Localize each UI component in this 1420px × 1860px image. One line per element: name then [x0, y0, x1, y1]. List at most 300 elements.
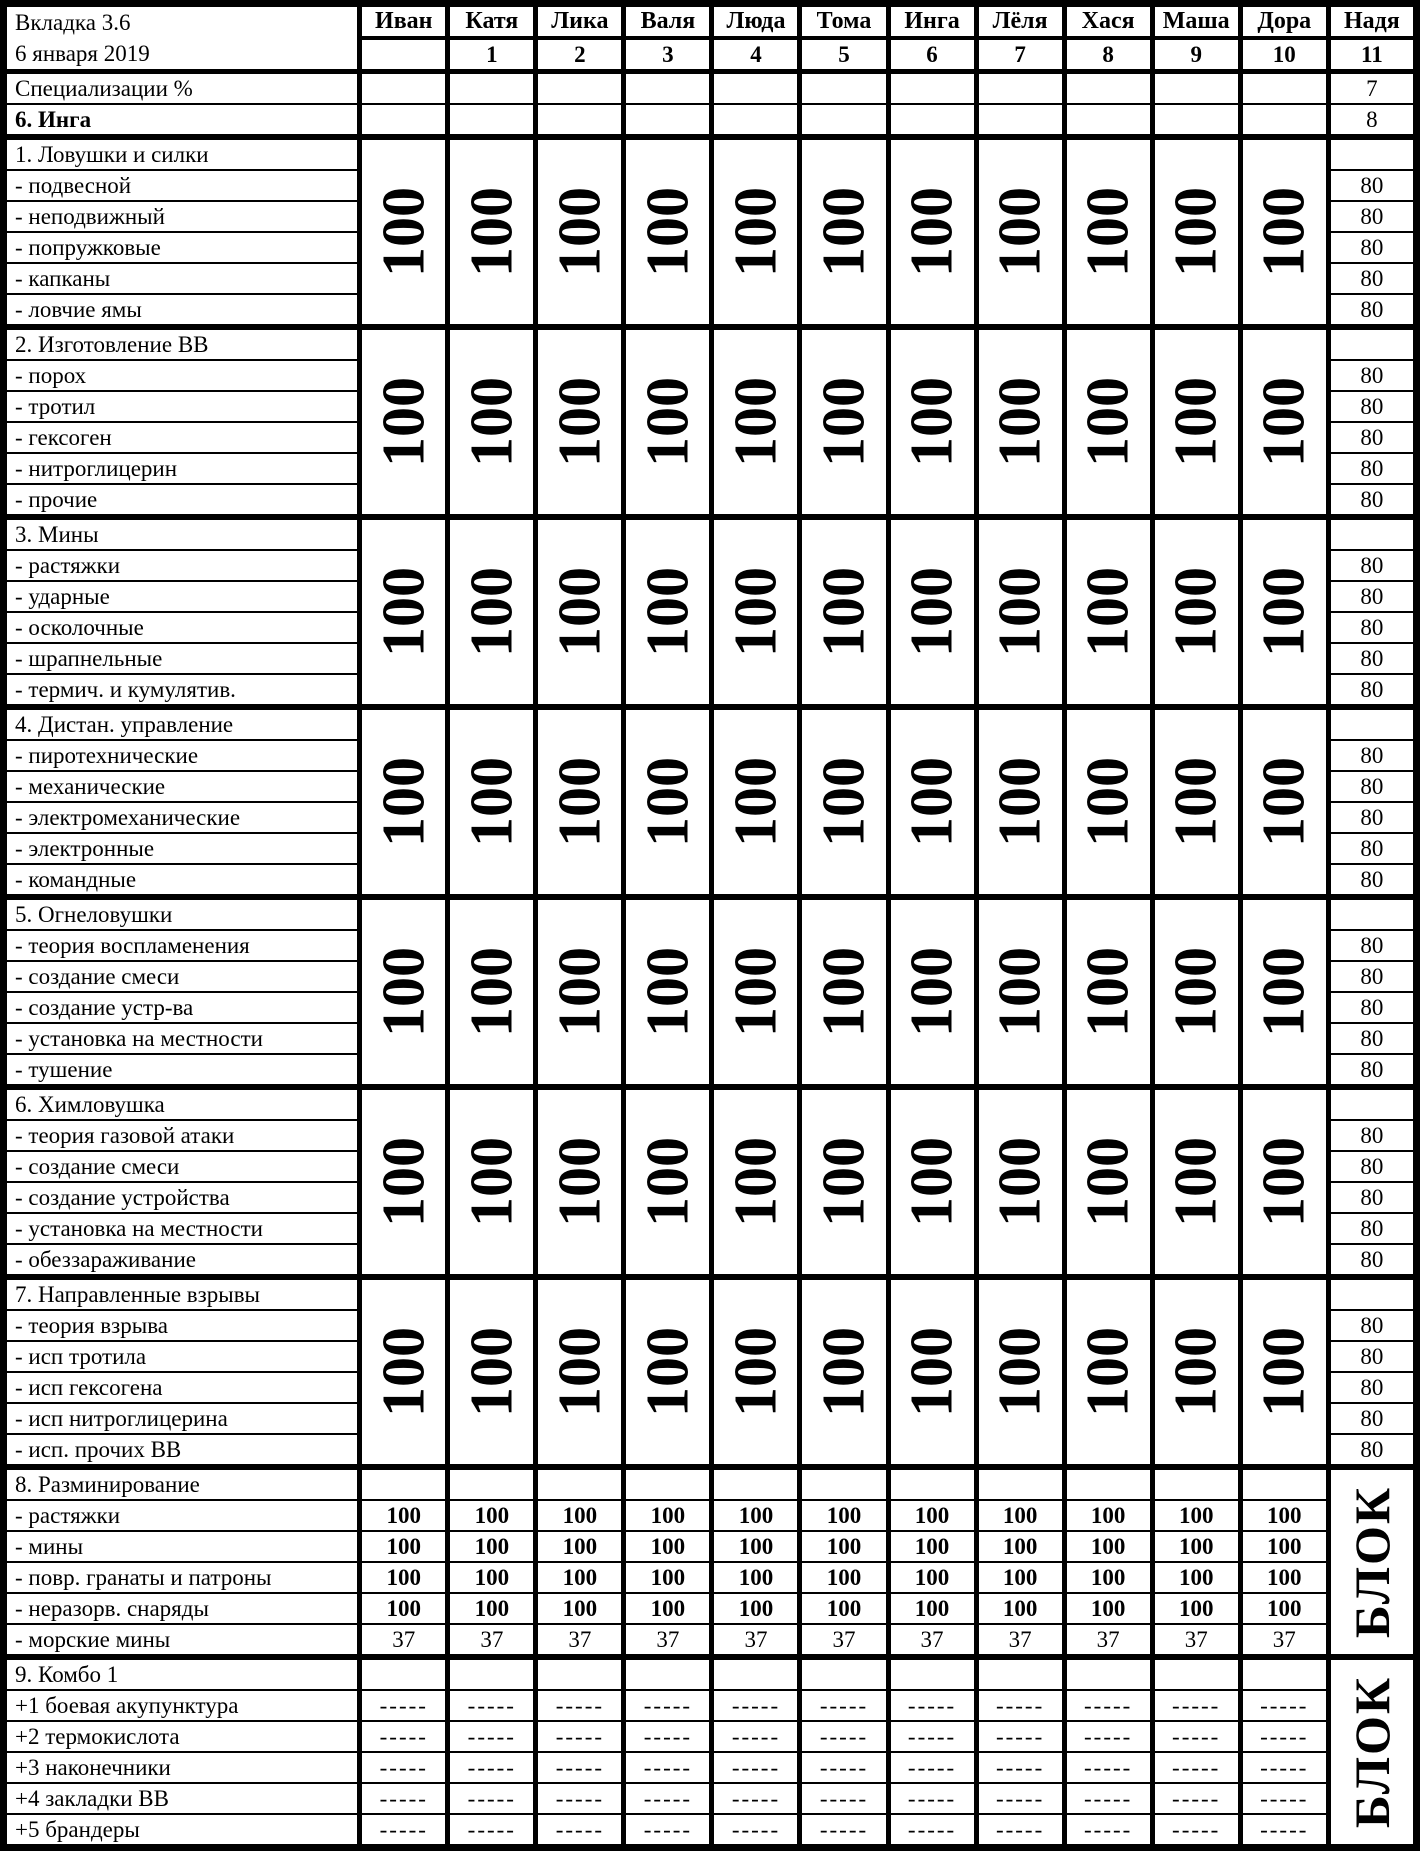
rotated-score: 100	[1074, 947, 1141, 1037]
score-cell: 100	[448, 1531, 536, 1562]
person-name-header: Хася	[1064, 4, 1152, 39]
person-name-header: Дора	[1240, 4, 1328, 39]
score-cell: 37	[712, 1624, 800, 1657]
rotated-score: 100	[370, 377, 437, 467]
person-number-header: 6	[888, 38, 976, 72]
merged-score-cell	[1064, 517, 1152, 707]
section-title-cell: 6. Химловушка	[4, 1087, 360, 1120]
sheet-date: 6 января 2019	[15, 41, 150, 66]
merged-score-cell	[712, 327, 800, 517]
nadya-value-cell: 80	[1328, 833, 1416, 864]
rotated-score: 100	[1250, 947, 1317, 1037]
empty-cell	[712, 72, 800, 105]
rotated-score: 100	[1074, 377, 1141, 467]
score-cell: 100	[888, 1531, 976, 1562]
rotated-score: 100	[458, 1327, 525, 1417]
score-cell: -----	[800, 1721, 888, 1752]
rotated-score: 100	[810, 377, 877, 467]
score-cell: -----	[1240, 1690, 1328, 1721]
rotated-score: 100	[810, 757, 877, 847]
rotated-score: 100	[458, 1137, 525, 1227]
score-cell: -----	[1152, 1721, 1240, 1752]
rotated-score: 100	[546, 187, 613, 277]
merged-score-cell	[360, 707, 448, 897]
person-number-header: 7	[976, 38, 1064, 72]
nadya-value-cell: 80	[1328, 612, 1416, 643]
rotated-score: 100	[546, 567, 613, 657]
score-cell: 100	[624, 1500, 712, 1531]
score-cell: -----	[360, 1783, 448, 1814]
nadya-value-cell: 80	[1328, 1023, 1416, 1054]
merged-score-cell	[536, 1087, 624, 1277]
row-label-cell: - исп нитроглицерина	[4, 1403, 360, 1434]
score-cell: -----	[448, 1814, 536, 1848]
row-label-cell: +3 наконечники	[4, 1752, 360, 1783]
merged-score-cell	[360, 327, 448, 517]
score-cell: -----	[712, 1721, 800, 1752]
empty-cell	[888, 1657, 976, 1690]
empty-cell	[360, 72, 448, 105]
score-cell: -----	[448, 1783, 536, 1814]
merged-score-cell	[1240, 517, 1328, 707]
row-label-cell: - электронные	[4, 833, 360, 864]
nadya-value-cell: 80	[1328, 643, 1416, 674]
score-cell: -----	[360, 1721, 448, 1752]
empty-cell	[448, 1657, 536, 1690]
section-title-cell: 8. Разминирование	[4, 1467, 360, 1500]
nadya-value-cell: 80	[1328, 930, 1416, 961]
merged-score-cell	[976, 897, 1064, 1087]
rotated-score: 100	[634, 377, 701, 467]
rotated-score: 100	[634, 1327, 701, 1417]
merged-score-cell	[536, 137, 624, 327]
score-cell: -----	[1152, 1690, 1240, 1721]
merged-score-cell	[360, 1277, 448, 1467]
rotated-score: 100	[1250, 1137, 1317, 1227]
nadya-value-cell: 80	[1328, 550, 1416, 581]
person-name-header: Катя	[448, 4, 536, 39]
score-cell: 37	[1064, 1624, 1152, 1657]
rotated-score: 100	[810, 1137, 877, 1227]
empty-cell	[360, 1657, 448, 1690]
score-cell: -----	[360, 1690, 448, 1721]
merged-score-cell	[1240, 707, 1328, 897]
nadya-value-cell: 80	[1328, 201, 1416, 232]
row-label-cell: - попружковые	[4, 232, 360, 263]
row-label-cell: - командные	[4, 864, 360, 897]
merged-score-cell	[800, 137, 888, 327]
person-number-header: 11	[1328, 38, 1416, 72]
merged-score-cell	[1240, 137, 1328, 327]
rotated-score: 100	[546, 377, 613, 467]
score-cell: 100	[1240, 1500, 1328, 1531]
score-cell: 100	[1152, 1593, 1240, 1624]
row-label-cell: - тротил	[4, 391, 360, 422]
empty-cell	[624, 1467, 712, 1500]
row-label-cell: +4 закладки ВВ	[4, 1783, 360, 1814]
empty-cell	[1152, 72, 1240, 105]
nadya-value-cell: 80	[1328, 961, 1416, 992]
merged-score-cell	[1152, 327, 1240, 517]
score-cell: -----	[976, 1783, 1064, 1814]
score-cell: 37	[976, 1624, 1064, 1657]
empty-cell	[624, 1657, 712, 1690]
rotated-score: 100	[898, 947, 965, 1037]
merged-score-cell	[448, 1277, 536, 1467]
score-cell: 37	[888, 1624, 976, 1657]
rotated-score: 100	[546, 757, 613, 847]
nadya-value-cell: 80	[1328, 1341, 1416, 1372]
score-cell: 100	[888, 1593, 976, 1624]
nadya-value-cell: 80	[1328, 1310, 1416, 1341]
merged-score-cell	[800, 1087, 888, 1277]
merged-score-cell	[976, 137, 1064, 327]
row-label-cell: - повр. гранаты и патроны	[4, 1562, 360, 1593]
empty-cell	[712, 1657, 800, 1690]
score-cell: -----	[1064, 1721, 1152, 1752]
score-cell: 37	[1152, 1624, 1240, 1657]
merged-score-cell	[360, 897, 448, 1087]
merged-score-cell	[800, 707, 888, 897]
merged-score-cell	[888, 897, 976, 1087]
rotated-score: 100	[1250, 757, 1317, 847]
nadya-value-cell: 80	[1328, 170, 1416, 201]
nadya-value-cell: 80	[1328, 360, 1416, 391]
empty-cell	[888, 1467, 976, 1500]
section-title-cell: 3. Мины	[4, 517, 360, 550]
person-name-header: Валя	[624, 4, 712, 39]
person-name-header: Люда	[712, 4, 800, 39]
empty-cell	[1240, 1467, 1328, 1500]
empty-cell	[800, 104, 888, 137]
nadya-value-cell	[1328, 707, 1416, 740]
merged-score-cell	[976, 327, 1064, 517]
row-label-cell: - прочие	[4, 484, 360, 517]
row-label-cell: - ударные	[4, 581, 360, 612]
merged-score-cell	[712, 897, 800, 1087]
rotated-score: 100	[898, 377, 965, 467]
score-cell: -----	[800, 1783, 888, 1814]
nadya-value-cell	[1328, 327, 1416, 360]
rotated-blok-label: БЛОК	[1343, 1675, 1400, 1829]
merged-score-cell	[624, 137, 712, 327]
score-cell: -----	[712, 1814, 800, 1848]
nadya-value-cell: 80	[1328, 391, 1416, 422]
score-cell: 100	[800, 1593, 888, 1624]
score-cell: 100	[712, 1531, 800, 1562]
score-cell: -----	[888, 1783, 976, 1814]
rotated-score: 100	[986, 757, 1053, 847]
empty-cell	[448, 72, 536, 105]
score-cell: 100	[360, 1531, 448, 1562]
row-label-cell: - капканы	[4, 263, 360, 294]
score-cell: 100	[1152, 1531, 1240, 1562]
merged-score-cell	[888, 1087, 976, 1277]
merged-score-cell	[1064, 327, 1152, 517]
row-label-cell: - создание устройства	[4, 1182, 360, 1213]
score-cell: -----	[976, 1690, 1064, 1721]
score-cell: 100	[976, 1531, 1064, 1562]
score-cell: 37	[360, 1624, 448, 1657]
merged-score-cell	[712, 707, 800, 897]
row-label-cell: - морские мины	[4, 1624, 360, 1657]
row-label-cell: - создание смеси	[4, 1151, 360, 1182]
row-label-cell: - гексоген	[4, 422, 360, 453]
empty-cell	[624, 104, 712, 137]
rotated-score: 100	[810, 947, 877, 1037]
score-cell: -----	[800, 1814, 888, 1848]
merged-score-cell	[1240, 897, 1328, 1087]
score-cell: 100	[800, 1500, 888, 1531]
nadya-value-cell	[1328, 517, 1416, 550]
rotated-score: 100	[1074, 1327, 1141, 1417]
person-number-header: 9	[1152, 38, 1240, 72]
score-cell: 37	[800, 1624, 888, 1657]
nadya-value-cell	[1328, 137, 1416, 170]
row-label-cell: - неподвижный	[4, 201, 360, 232]
row-label-cell: +1 боевая акупунктура	[4, 1690, 360, 1721]
section-title-cell: 5. Огнеловушки	[4, 897, 360, 930]
nadya-value-cell	[1328, 1087, 1416, 1120]
rotated-score: 100	[370, 567, 437, 657]
row-label-cell: - теория воспламенения	[4, 930, 360, 961]
rotated-score: 100	[546, 1137, 613, 1227]
merged-score-cell	[888, 707, 976, 897]
rotated-score: 100	[1162, 1327, 1229, 1417]
score-cell: -----	[1240, 1721, 1328, 1752]
rotated-score: 100	[634, 757, 701, 847]
empty-cell	[712, 1467, 800, 1500]
merged-score-cell	[1064, 137, 1152, 327]
merged-score-cell	[448, 897, 536, 1087]
row-label-cell: +5 брандеры	[4, 1814, 360, 1848]
row-label-cell: - растяжки	[4, 1500, 360, 1531]
score-cell: 100	[448, 1562, 536, 1593]
row-label-cell: - электромеханические	[4, 802, 360, 833]
score-cell: 100	[360, 1562, 448, 1593]
score-cell: -----	[712, 1690, 800, 1721]
person-number-header	[360, 38, 448, 72]
merged-score-cell	[448, 1087, 536, 1277]
merged-score-cell	[1064, 1277, 1152, 1467]
score-cell: 100	[624, 1531, 712, 1562]
score-cell: -----	[1064, 1783, 1152, 1814]
empty-cell	[1152, 1657, 1240, 1690]
sheet-title: Вкладка 3.6	[15, 10, 131, 35]
merged-score-cell	[1152, 1087, 1240, 1277]
blok-cell	[1328, 1467, 1416, 1657]
score-cell: -----	[624, 1721, 712, 1752]
nadya-value-cell: 80	[1328, 1244, 1416, 1277]
score-cell: 100	[1240, 1593, 1328, 1624]
merged-score-cell	[888, 517, 976, 707]
score-cell: 100	[448, 1593, 536, 1624]
score-cell: -----	[1064, 1814, 1152, 1848]
merged-score-cell	[1240, 327, 1328, 517]
score-cell: -----	[712, 1783, 800, 1814]
section-title-cell: 9. Комбо 1	[4, 1657, 360, 1690]
row-label-cell: - исп. прочих ВВ	[4, 1434, 360, 1467]
rotated-score: 100	[898, 1137, 965, 1227]
sheet-title-cell	[4, 4, 360, 72]
merged-score-cell	[536, 517, 624, 707]
merged-score-cell	[1240, 1087, 1328, 1277]
rotated-score: 100	[810, 1327, 877, 1417]
row-label-cell: Специализации %	[4, 72, 360, 105]
empty-cell	[976, 1657, 1064, 1690]
score-cell: 100	[1064, 1593, 1152, 1624]
section-title-cell: 2. Изготовление ВВ	[4, 327, 360, 360]
merged-score-cell	[536, 327, 624, 517]
merged-score-cell	[624, 897, 712, 1087]
empty-cell	[1240, 72, 1328, 105]
empty-cell	[888, 104, 976, 137]
score-cell: -----	[448, 1721, 536, 1752]
score-cell: -----	[624, 1690, 712, 1721]
rotated-score: 100	[1162, 187, 1229, 277]
nadya-value-cell: 80	[1328, 453, 1416, 484]
person-name-header: Инга	[888, 4, 976, 39]
score-cell: 100	[888, 1500, 976, 1531]
rotated-score: 100	[898, 567, 965, 657]
rotated-score: 100	[634, 947, 701, 1037]
score-cell: -----	[976, 1721, 1064, 1752]
rotated-score: 100	[370, 1137, 437, 1227]
person-name-header: Тома	[800, 4, 888, 39]
empty-cell	[1064, 104, 1152, 137]
score-cell: -----	[448, 1690, 536, 1721]
rotated-score: 100	[810, 187, 877, 277]
person-name-header: Маша	[1152, 4, 1240, 39]
merged-score-cell	[448, 327, 536, 517]
row-label-cell: - теория взрыва	[4, 1310, 360, 1341]
section-title-cell: 1. Ловушки и силки	[4, 137, 360, 170]
merged-score-cell	[712, 1277, 800, 1467]
rotated-score: 100	[722, 377, 789, 467]
rotated-score: 100	[1162, 947, 1229, 1037]
rotated-score: 100	[986, 1327, 1053, 1417]
score-cell: 100	[976, 1500, 1064, 1531]
empty-cell	[800, 1657, 888, 1690]
row-label-cell: - теория газовой атаки	[4, 1120, 360, 1151]
score-cell: 100	[624, 1593, 712, 1624]
score-cell: -----	[360, 1752, 448, 1783]
merged-score-cell	[888, 1277, 976, 1467]
rotated-score: 100	[722, 1327, 789, 1417]
score-cell: 100	[712, 1593, 800, 1624]
score-cell: -----	[888, 1721, 976, 1752]
nadya-value-cell: 80	[1328, 674, 1416, 707]
score-cell: 100	[448, 1500, 536, 1531]
score-cell: -----	[1064, 1752, 1152, 1783]
row-label-cell: - исп гексогена	[4, 1372, 360, 1403]
rotated-score: 100	[634, 187, 701, 277]
empty-cell	[1240, 104, 1328, 137]
nadya-value-cell: 80	[1328, 1434, 1416, 1467]
rotated-score: 100	[986, 377, 1053, 467]
merged-score-cell	[1064, 707, 1152, 897]
rotated-score: 100	[986, 947, 1053, 1037]
merged-score-cell	[1152, 707, 1240, 897]
rotated-score: 100	[634, 1137, 701, 1227]
rotated-score: 100	[458, 567, 525, 657]
empty-cell	[1240, 1657, 1328, 1690]
row-label-cell: 6. Инга	[4, 104, 360, 137]
empty-cell	[360, 1467, 448, 1500]
merged-score-cell	[360, 517, 448, 707]
blok-cell	[1328, 1657, 1416, 1848]
score-cell: -----	[1152, 1814, 1240, 1848]
score-cell: 100	[800, 1562, 888, 1593]
score-cell: 100	[624, 1562, 712, 1593]
row-label-cell: - мины	[4, 1531, 360, 1562]
score-cell: 100	[1064, 1562, 1152, 1593]
score-cell: -----	[536, 1752, 624, 1783]
rotated-score: 100	[370, 1327, 437, 1417]
empty-cell	[976, 104, 1064, 137]
score-cell: -----	[976, 1752, 1064, 1783]
empty-cell	[448, 1467, 536, 1500]
rotated-score: 100	[898, 757, 965, 847]
rotated-blok-label: БЛОК	[1343, 1485, 1400, 1639]
nadya-value-cell	[1328, 1277, 1416, 1310]
row-label-cell: - шрапнельные	[4, 643, 360, 674]
rotated-score: 100	[458, 377, 525, 467]
nadya-value-cell: 8	[1328, 104, 1416, 137]
score-cell: 100	[976, 1562, 1064, 1593]
rotated-score: 100	[634, 567, 701, 657]
rotated-score: 100	[1162, 757, 1229, 847]
score-cell: 100	[536, 1562, 624, 1593]
merged-score-cell	[800, 517, 888, 707]
merged-score-cell	[976, 1087, 1064, 1277]
row-label-cell: - нитроглицерин	[4, 453, 360, 484]
rotated-score: 100	[722, 567, 789, 657]
rotated-score: 100	[986, 567, 1053, 657]
rotated-score: 100	[1250, 567, 1317, 657]
merged-score-cell	[360, 1087, 448, 1277]
merged-score-cell	[536, 1277, 624, 1467]
score-cell: -----	[800, 1752, 888, 1783]
nadya-value-cell: 80	[1328, 294, 1416, 327]
empty-cell	[448, 104, 536, 137]
nadya-value-cell: 80	[1328, 1120, 1416, 1151]
score-cell: 37	[536, 1624, 624, 1657]
score-cell: 100	[712, 1500, 800, 1531]
empty-cell	[712, 104, 800, 137]
person-number-header: 10	[1240, 38, 1328, 72]
merged-score-cell	[976, 1277, 1064, 1467]
merged-score-cell	[1064, 1087, 1152, 1277]
rotated-score: 100	[1250, 1327, 1317, 1417]
merged-score-cell	[888, 327, 976, 517]
row-label-cell: - подвесной	[4, 170, 360, 201]
score-cell: 100	[360, 1593, 448, 1624]
score-cell: -----	[800, 1690, 888, 1721]
merged-score-cell	[1152, 137, 1240, 327]
nadya-value-cell: 80	[1328, 740, 1416, 771]
score-cell: -----	[624, 1752, 712, 1783]
row-label-cell: - растяжки	[4, 550, 360, 581]
rotated-score: 100	[370, 187, 437, 277]
merged-score-cell	[1240, 1277, 1328, 1467]
row-label-cell: - создание устр-ва	[4, 992, 360, 1023]
person-number-header: 1	[448, 38, 536, 72]
nadya-value-cell: 80	[1328, 1151, 1416, 1182]
merged-score-cell	[712, 517, 800, 707]
rotated-score: 100	[546, 1327, 613, 1417]
nadya-value-cell	[1328, 897, 1416, 930]
